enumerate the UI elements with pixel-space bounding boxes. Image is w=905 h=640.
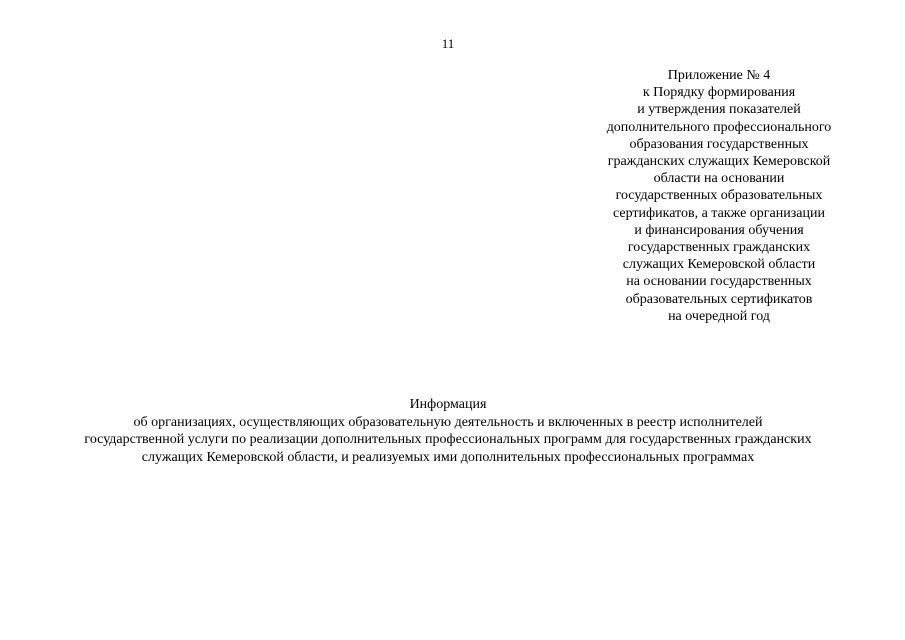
page-number: 11 bbox=[441, 36, 455, 51]
section-subtitle-line: об организациях, осуществляющих образовательную деятельность и включенных в реестр исполнителей bbox=[133, 414, 763, 430]
appendix-line: сертификатов, а также организации bbox=[613, 205, 825, 221]
appendix-line: и финансирования обучения bbox=[634, 222, 804, 238]
appendix-line: Приложение № 4 bbox=[667, 68, 771, 83]
appendix-line: образования государственных bbox=[629, 136, 809, 152]
appendix-line: на очередной год bbox=[668, 308, 770, 324]
appendix-line: служащих Кемеровской области bbox=[622, 257, 816, 273]
information-section bbox=[0, 396, 896, 466]
section-subtitle-line: служащих Кемеровской области, и реализуемых ими дополнительных профессиональных программах bbox=[141, 449, 755, 465]
appendix-line: на основании государственных bbox=[626, 274, 812, 290]
appendix-line: к Порядку формирования bbox=[642, 85, 796, 101]
appendix-header bbox=[580, 67, 858, 325]
appendix-line: гражданских служащих Кемеровской bbox=[607, 154, 831, 170]
appendix-line: и утверждения показателей bbox=[637, 102, 801, 118]
appendix-line: образовательных сертификатов bbox=[625, 291, 813, 307]
section-subtitle-line: государственной услуги по реализации дополнительных профессиональных программ для государственных гражданских bbox=[84, 432, 812, 447]
appendix-line: области на основании bbox=[653, 171, 785, 187]
section-title: Информация bbox=[409, 397, 487, 412]
appendix-line: государственных образовательных bbox=[615, 188, 823, 204]
appendix-line: дополнительного профессионального bbox=[606, 119, 832, 135]
appendix-line: государственных гражданских bbox=[627, 240, 811, 256]
